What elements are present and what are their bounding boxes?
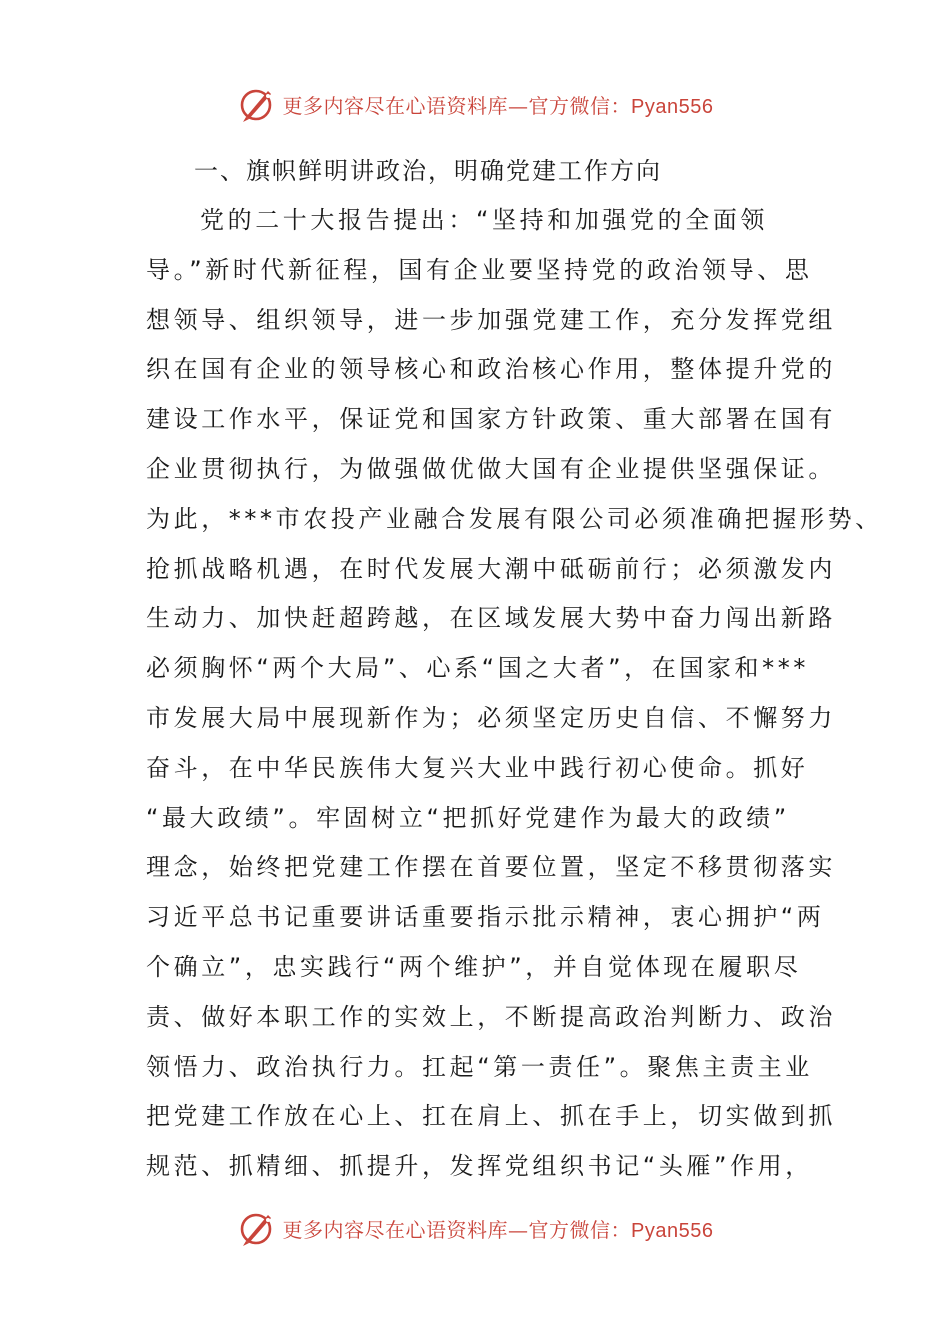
header-watermark <box>0 82 950 126</box>
document-body <box>146 146 883 1192</box>
paragraph-line: 理念，始终把党建工作摆在首要位置，坚定不移贯彻落实 <box>146 853 836 882</box>
paragraph-line: 企业贯彻执行，为做强做优做大国有企业提供坚强保证。 <box>146 454 836 483</box>
paragraph-line: 建设工作水平，保证党和国家方针政策、重大部署在国有 <box>146 405 836 434</box>
paragraph-line: 个确立”，忠实践行“两个维护”，并自觉体现在履职尽 <box>146 952 802 981</box>
paragraph-line: “最大政绩”。牢固树立“把抓好党建作为最大的政绩” <box>146 803 790 832</box>
paragraph-line: 生动力、加快赶超跨越，在区域发展大势中奋力闯出新路 <box>146 604 836 633</box>
watermark-text <box>283 90 714 119</box>
footer-watermark <box>0 1206 950 1250</box>
paragraph-line: 党的二十大报告提出：“坚持和加强党的全面领 <box>200 206 769 234</box>
paragraph-line: 责、做好本职工作的实效上，不断提高政治判断力、政治 <box>146 1002 836 1031</box>
paragraph-line: 习近平总书记重要讲话重要指示批示精神，衷心拥护“两 <box>146 903 825 932</box>
paragraph-line: 规范、抓精细、抓提升，发挥党组织书记“头雁”作用， <box>146 1152 813 1181</box>
watermark-account: Pyan556 <box>631 95 714 118</box>
paragraph-line: 为此，***市农投产业融合发展有限公司必须准确把握形势、 <box>146 504 883 533</box>
paragraph-line: 领悟力、政治执行力。扛起“第一责任”。聚焦主责主业 <box>146 1052 813 1081</box>
paragraph-line: 把党建工作放在心上、扛在肩上、抓在手上，切实做到抓 <box>146 1102 836 1131</box>
watermark-prefix: 更多内容尽在心语资料库—官方微信： <box>282 1217 632 1242</box>
paragraph-line: 导。”新时代新征程，国有企业要坚持党的政治领导、思 <box>146 255 813 284</box>
watermark-prefix: 更多内容尽在心语资料库—官方微信： <box>282 93 632 118</box>
pen-logo-icon <box>237 1208 277 1248</box>
section-heading: 一、旗帜鲜明讲政治，明确党建工作方向 <box>194 157 662 185</box>
watermark-text <box>283 1214 714 1243</box>
paragraph-line: 奋斗，在中华民族伟大复兴大业中践行初心使命。抓好 <box>146 753 809 782</box>
paragraph-line: 市发展大局中展现新作为；必须坚定历史自信、不懈努力 <box>146 703 836 732</box>
watermark-account: Pyan556 <box>631 1219 714 1242</box>
paragraph-line: 抢抓战略机遇，在时代发展大潮中砥砺前行；必须激发内 <box>146 554 836 583</box>
paragraph-line: 必须胸怀“两个大局”、心系“国之大者”，在国家和*** <box>146 654 809 683</box>
pen-logo-icon <box>237 84 277 124</box>
paragraph-line: 想领导、组织领导，进一步加强党建工作，充分发挥党组 <box>146 305 836 334</box>
paragraph-line: 织在国有企业的领导核心和政治核心作用，整体提升党的 <box>146 355 836 384</box>
